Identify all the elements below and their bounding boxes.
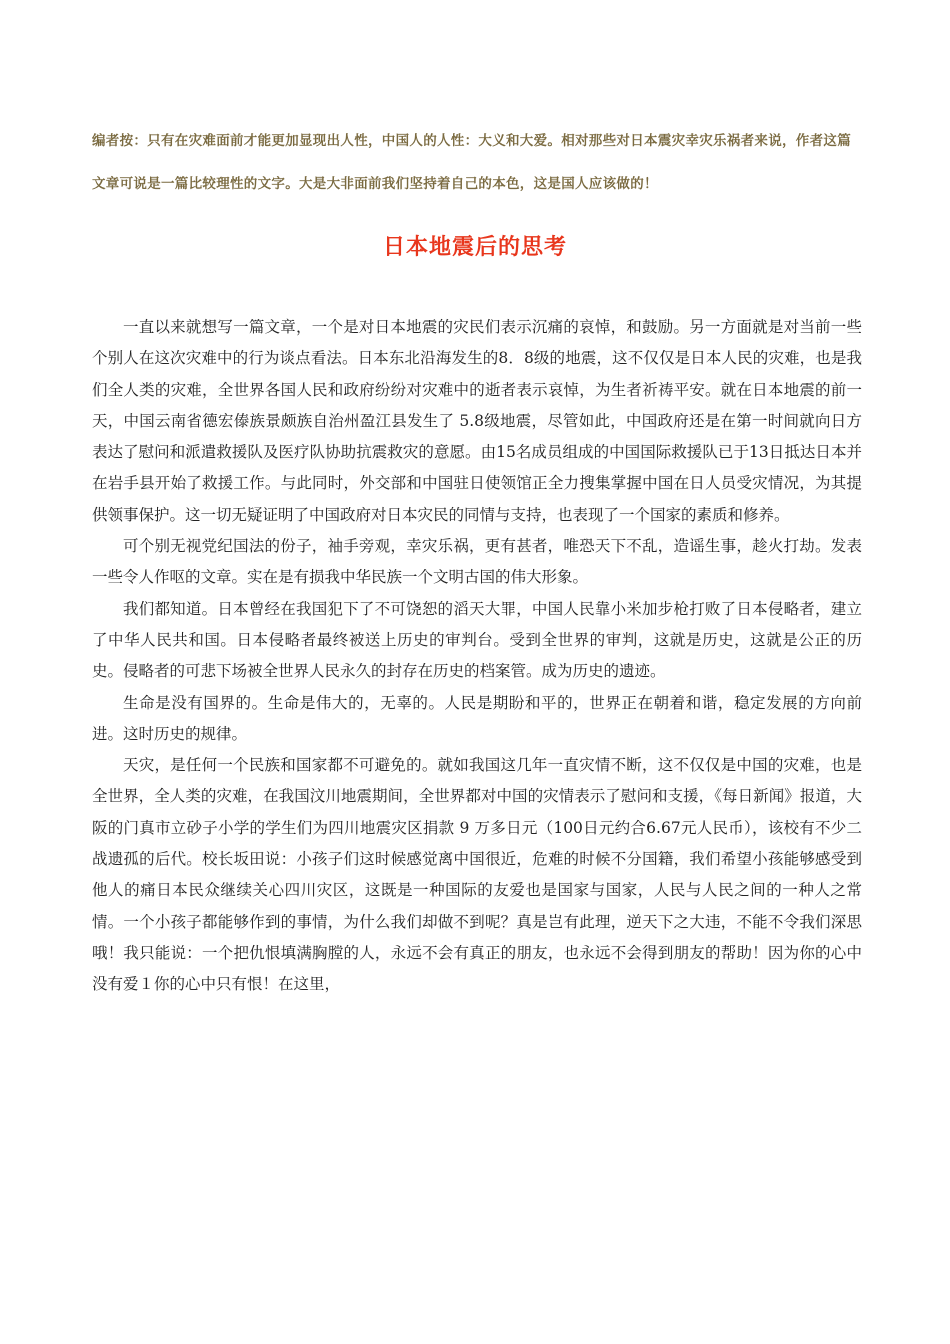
editor-note: 编者按：只有在灾难面前才能更加显现出人性，中国人的人性：大义和大爱。相对那些对日本震灾幸灾乐祸者来说，作者这篇文章可说是一篇比较理性的文字。大是大非面前我们坚持着自己的本色，这是国人应该做的！	[92, 133, 851, 192]
article-body	[92, 312, 862, 1001]
body-paragraph: 一直以来就想写一篇文章，一个是对日本地震的灾民们表示沉痛的哀悼，和鼓励。另一方面就是对当前一些个别人在这次灾难中的行为谈点看法。日本东北沿海发生的8．8级的地震，这不仅仅是日本人民的灾难，也是我们全人类的灾难，全世界各国人民和政府纷纷对灾难中的逝者表示哀悼，为生者祈祷平安。就在日本地震的前一天，中国云南省德宏傣族景颇族自治州盈江县发生了 5.8级地震，尽管如此，中国政府还是在第一时间就向日方表达了慰问和派遣救援队及医疗队协助抗震救灾的意愿。由15名成员组成的中国国际救援队已于13日抵达日本并在岩手县开始了救援工作。与此同时，外交部和中国驻日使领馆正全力搜集掌握中国在日人员受灾情况，为其提供领事保护。这一切无疑证明了中国政府对日本灾民的同情与支持，也表现了一个国家的素质和修养。	[92, 318, 862, 524]
article-title: 日本地震后的思考	[382, 234, 567, 260]
body-paragraph: 天灾，是任何一个民族和国家都不可避免的。就如我国这几年一直灾情不断，这不仅仅是中国的灾难，也是全世界，全人类的灾难，在我国汶川地震期间，全世界都对中国的灾情表示了慰问和支援，《每日新闻》报道，大阪的门真市立砂子小学的学生们为四川地震灾区捐款 9 万多日元（100日元约合6.67元人民币），该校有不少二战遗孤的后代。校长坂田说：小孩子们这时候感觉离中国很近，危难的时候不分国籍，我们希望小孩能够感受到他人的痛日本民众继续关心四川灾区，这既是一种国际的友爱也是国家与国家，人民与人民之间的一种人之常情。一个小孩子都能够作到的事情，为什么我们却做不到呢？真是岂有此理，逆天下之大违，不能不令我们深思哦！我只能说：一个把仇恨填满胸膛的人，永远不会有真正的朋友，也永远不会得到朋友的帮助！因为你的心中没有爱１你的心中只有恨！在这里，	[92, 756, 862, 994]
body-paragraph: 我们都知道。日本曾经在我国犯下了不可饶恕的滔天大罪，中国人民靠小米加步枪打败了日本侵略者，建立了中华人民共和国。日本侵略者最终被送上历史的审判台。受到全世界的审判，这就是历史，这就是公正的历史。侵略者的可悲下场被全世界人民永久的封存在历史的档案管。成为历史的遗迹。	[92, 599, 862, 681]
body-paragraph: 可个别无视党纪国法的份子，袖手旁观，幸灾乐祸，更有甚者，唯恐天下不乱，造谣生事，趁火打劫。发表一些令人作呕的文章。实在是有损我中华民族一个文明古国的伟大形象。	[92, 537, 862, 587]
body-paragraph: 生命是没有国界的。生命是伟大的，无辜的。人民是期盼和平的，世界正在朝着和谐，稳定发展的方向前进。这时历史的规律。	[92, 693, 862, 743]
